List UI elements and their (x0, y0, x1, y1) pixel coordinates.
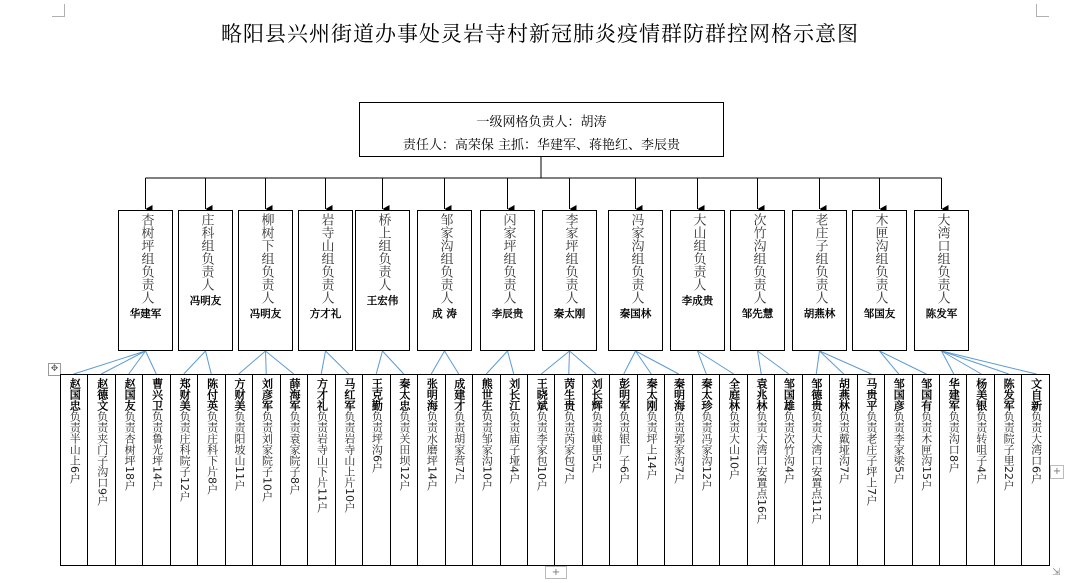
group-leader-name: 王宏伟 (366, 295, 399, 307)
member-name: 苪生贵 (562, 378, 576, 411)
member-link-line (266, 351, 267, 374)
member-link-line (101, 351, 145, 374)
member-link-line (636, 351, 652, 374)
household-cell[interactable] (198, 375, 225, 565)
group-label: 老庄子组负责人 (812, 213, 828, 304)
group-leader-name: 华建军 (129, 308, 162, 320)
member-name: 文自新 (1029, 378, 1043, 411)
member-name: 方财美 (233, 378, 247, 411)
member-name: 全庭林 (727, 378, 741, 411)
household-cell[interactable] (253, 375, 280, 565)
member-name: 刘长辉 (590, 378, 604, 411)
member-link-line (758, 351, 789, 374)
member-name: 彭明军 (617, 378, 631, 411)
member-name: 邹国有 (919, 378, 933, 411)
member-link-line (376, 351, 382, 374)
group-label: 大湾口组负责人 (934, 213, 950, 304)
household-cell[interactable] (693, 375, 720, 565)
group-leader-box (118, 210, 173, 351)
household-cell[interactable] (226, 375, 253, 565)
member-duty: 负责胡家营7户 (452, 411, 466, 484)
member-link-line (326, 351, 349, 374)
group-leader-box (608, 210, 663, 351)
member-duty: 负责沟口8户 (947, 411, 961, 473)
household-cell[interactable] (501, 375, 528, 565)
member-link-line (486, 351, 507, 374)
member-link-line (508, 351, 514, 374)
member-link-line (820, 351, 872, 374)
member-name: 邹国雄 (782, 378, 796, 411)
member-duty: 负责杏树坪18户 (123, 411, 137, 491)
member-name: 曹兴卫 (150, 378, 164, 411)
household-cell[interactable] (446, 375, 473, 565)
group-label: 木匣沟组负责人 (872, 213, 888, 304)
member-link-line (266, 351, 294, 374)
household-cell[interactable] (528, 375, 555, 565)
member-name: 华建军 (947, 378, 961, 411)
member-link-line (445, 351, 459, 374)
member-name: 杨美银 (974, 378, 988, 411)
group-label: 桥上组负责人 (375, 213, 391, 291)
member-link-line (570, 351, 597, 374)
group-leader-box (480, 210, 535, 351)
member-name: 袁兆林 (754, 378, 768, 411)
household-cell[interactable] (61, 375, 88, 565)
member-name: 刘长江 (507, 378, 521, 411)
member-name: 陈发军 (1002, 378, 1016, 411)
group-leader-box (730, 210, 785, 351)
member-duty: 负责关田坝12户 (397, 411, 411, 491)
member-duty: 负责刘家院子10户 (260, 411, 274, 502)
member-duty: 负责夹门子沟口9户 (95, 411, 109, 506)
member-link-line (184, 351, 206, 374)
group-leader-box (417, 210, 472, 351)
member-duty: 负责银厂子6户 (617, 411, 631, 484)
member-duty: 负责岩寺山上片10户 (342, 411, 356, 513)
member-duty: 负责戴垭沟7户 (837, 411, 851, 484)
household-cell[interactable] (610, 375, 637, 565)
household-cell[interactable] (171, 375, 198, 565)
households-table (60, 374, 1050, 566)
member-link-line (636, 351, 679, 374)
member-name: 郑财美 (178, 378, 192, 411)
group-leader-name: 胡燕林 (803, 308, 836, 320)
member-name: 邹德贵 (809, 378, 823, 411)
top-level-grid-box (359, 102, 724, 157)
group-leader-name: 陈发军 (925, 308, 958, 320)
group-label: 杏树坪组负责人 (138, 213, 154, 304)
group-leader-box (792, 210, 847, 351)
member-name: 赵德文 (95, 378, 109, 411)
member-name: 王晓斌 (535, 378, 549, 411)
household-cell[interactable] (720, 375, 747, 565)
group-leader-name: 冯明友 (249, 308, 282, 320)
member-duty: 负责李家包10户 (535, 411, 549, 491)
member-link-line (239, 351, 266, 374)
household-cell[interactable] (775, 375, 802, 565)
household-cell[interactable] (143, 375, 170, 565)
member-duty: 负责冯家沟12户 (700, 411, 714, 491)
group-label: 次竹沟组负责人 (750, 213, 766, 304)
member-duty: 负责郭家沟7户 (672, 411, 686, 484)
table-move-handle-icon[interactable]: ✥ (48, 363, 61, 376)
group-leader-name: 李辰贵 (491, 308, 524, 320)
group-label: 大山组负责人 (690, 213, 706, 291)
member-duty: 负责水磨坪14户 (425, 411, 439, 491)
add-row-plus-icon[interactable]: + (545, 566, 567, 579)
member-name: 秦太忠 (397, 378, 411, 411)
household-cell[interactable] (803, 375, 830, 565)
member-link-line (820, 351, 844, 374)
member-duty: 负责李家梁5户 (892, 411, 906, 484)
group-label: 李家坪组负责人 (562, 213, 578, 304)
household-cell[interactable] (583, 375, 610, 565)
group-leader-name: 成 涛 (432, 308, 457, 320)
member-name: 胡燕林 (837, 378, 851, 411)
household-cell[interactable] (885, 375, 912, 565)
member-link-line (624, 351, 636, 374)
member-link-line (698, 351, 734, 374)
member-duty: 负责次竹沟4户 (782, 411, 796, 484)
table-resize-handle-icon[interactable]: ⇲ (1052, 567, 1061, 578)
member-link-line (880, 351, 899, 374)
household-cell[interactable] (391, 375, 418, 565)
member-link-line (431, 351, 444, 374)
group-label: 邹家沟组负责人 (437, 213, 453, 304)
member-link-line (569, 351, 570, 374)
household-cell[interactable] (995, 375, 1022, 565)
responsible-persons-line: 责任人：高荣保 主抓：华建军、蒋艳红、李辰贵 (402, 138, 681, 153)
diagram-title: 略阳县兴州街道办事处灵岩寺村新冠肺炎疫情群防群控网格示意图 (221, 22, 859, 46)
member-name: 成建才 (452, 378, 466, 411)
group-leader-name: 邹国友 (863, 308, 896, 320)
member-link-line (541, 351, 569, 374)
member-link-line (816, 351, 819, 374)
member-duty: 负责院子里22户 (1002, 411, 1016, 491)
household-cell[interactable] (967, 375, 994, 565)
group-leader-box (238, 210, 293, 351)
group-label: 冯家沟组负责人 (628, 213, 644, 304)
member-link-line (880, 351, 927, 374)
member-duty: 负责庄科院子12户 (178, 411, 192, 502)
household-cell[interactable] (281, 375, 308, 565)
household-cell[interactable] (1022, 375, 1048, 565)
group-label: 庄科组负责人 (198, 213, 214, 291)
member-duty: 负责庄科下片8户 (205, 411, 219, 495)
household-cell[interactable] (830, 375, 857, 565)
household-cell[interactable] (363, 375, 390, 565)
household-cell[interactable] (418, 375, 445, 565)
member-duty: 负责庙子垭4户 (507, 411, 521, 484)
member-link-line (129, 351, 146, 374)
member-name: 薛海军 (287, 378, 301, 411)
member-link-line (758, 351, 762, 374)
group-leader-name: 秦太刚 (553, 308, 586, 320)
group-leader-name: 方才礼 (309, 308, 342, 320)
group-leader-box (298, 210, 353, 351)
member-duty: 负责袁家院子8户 (287, 411, 301, 495)
group-leader-box (852, 210, 907, 351)
group-label: 柳树下组负责人 (258, 213, 274, 304)
member-name: 赵国友 (123, 378, 137, 411)
member-duty: 负责大山10户 (727, 411, 741, 480)
member-name: 秦明海 (672, 378, 686, 411)
member-duty: 负责鲁光坪14户 (150, 411, 164, 491)
member-name: 王克勤 (370, 378, 384, 411)
member-duty: 负责木匣沟15户 (919, 411, 933, 491)
grid-leader-line: 一级网格负责人：胡涛 (476, 115, 607, 130)
member-link-line (146, 351, 157, 374)
member-duty: 负责大湾口安置点11户 (809, 411, 823, 524)
group-leader-box (670, 210, 725, 351)
member-duty: 负责转咀子4户 (974, 411, 988, 484)
member-name: 赵国忠 (68, 378, 82, 411)
group-label: 闪家坪组负责人 (500, 213, 516, 304)
member-link-line (942, 351, 1037, 374)
member-name: 邹国彦 (892, 378, 906, 411)
member-duty: 负责阳坡山11户 (233, 411, 247, 491)
member-duty: 负责坪上14户 (645, 411, 659, 480)
group-leader-name: 邹先慧 (741, 308, 774, 320)
add-column-plus-icon[interactable]: + (1050, 465, 1064, 479)
household-cell[interactable] (858, 375, 885, 565)
member-name: 马贵平 (864, 378, 878, 411)
member-link-line (206, 351, 212, 374)
group-leader-box (178, 210, 233, 351)
member-name: 张明海 (425, 378, 439, 411)
group-label: 岩寺山组负责人 (318, 213, 334, 304)
household-cell[interactable] (88, 375, 115, 565)
member-name: 方才礼 (315, 378, 329, 411)
member-name: 秦太刚 (645, 378, 659, 411)
member-duty: 负责老庄子坪上7户 (864, 411, 878, 506)
household-cell[interactable] (638, 375, 665, 565)
household-cell[interactable] (116, 375, 143, 565)
member-duty: 负责邹家沟10户 (480, 411, 494, 491)
member-duty: 负责半山上6户 (68, 411, 82, 484)
member-duty: 负责峡里5户 (590, 411, 604, 473)
group-leader-name: 秦国林 (619, 308, 652, 320)
member-duty: 负责坪沟6户 (370, 411, 384, 473)
member-link-line (383, 351, 404, 374)
group-leader-box (542, 210, 597, 351)
member-name: 陈付英 (205, 378, 219, 411)
household-cell[interactable] (665, 375, 692, 565)
member-name: 秦太珍 (700, 378, 714, 411)
household-cell[interactable] (308, 375, 335, 565)
member-link-line (321, 351, 325, 374)
member-link-line (74, 351, 146, 374)
member-name: 熊世生 (480, 378, 494, 411)
member-duty: 负责芮家包7户 (562, 411, 576, 484)
group-leader-box (355, 210, 410, 351)
member-name: 刘彦军 (260, 378, 274, 411)
household-cell[interactable] (748, 375, 775, 565)
household-cell[interactable] (555, 375, 582, 565)
household-cell[interactable] (473, 375, 500, 565)
member-duty: 负责大湾口安置点16户 (754, 411, 768, 524)
member-link-line (698, 351, 707, 374)
household-cell[interactable] (940, 375, 967, 565)
member-duty: 负责岩寺山下片11户 (315, 411, 329, 513)
member-duty: 负责大湾口6户 (1029, 411, 1043, 484)
group-leader-name: 李成贵 (681, 295, 714, 307)
group-leader-box (914, 210, 969, 351)
household-cell[interactable] (336, 375, 363, 565)
group-leader-name: 冯明友 (189, 295, 222, 307)
household-cell[interactable] (913, 375, 940, 565)
member-name: 马红军 (342, 378, 356, 411)
